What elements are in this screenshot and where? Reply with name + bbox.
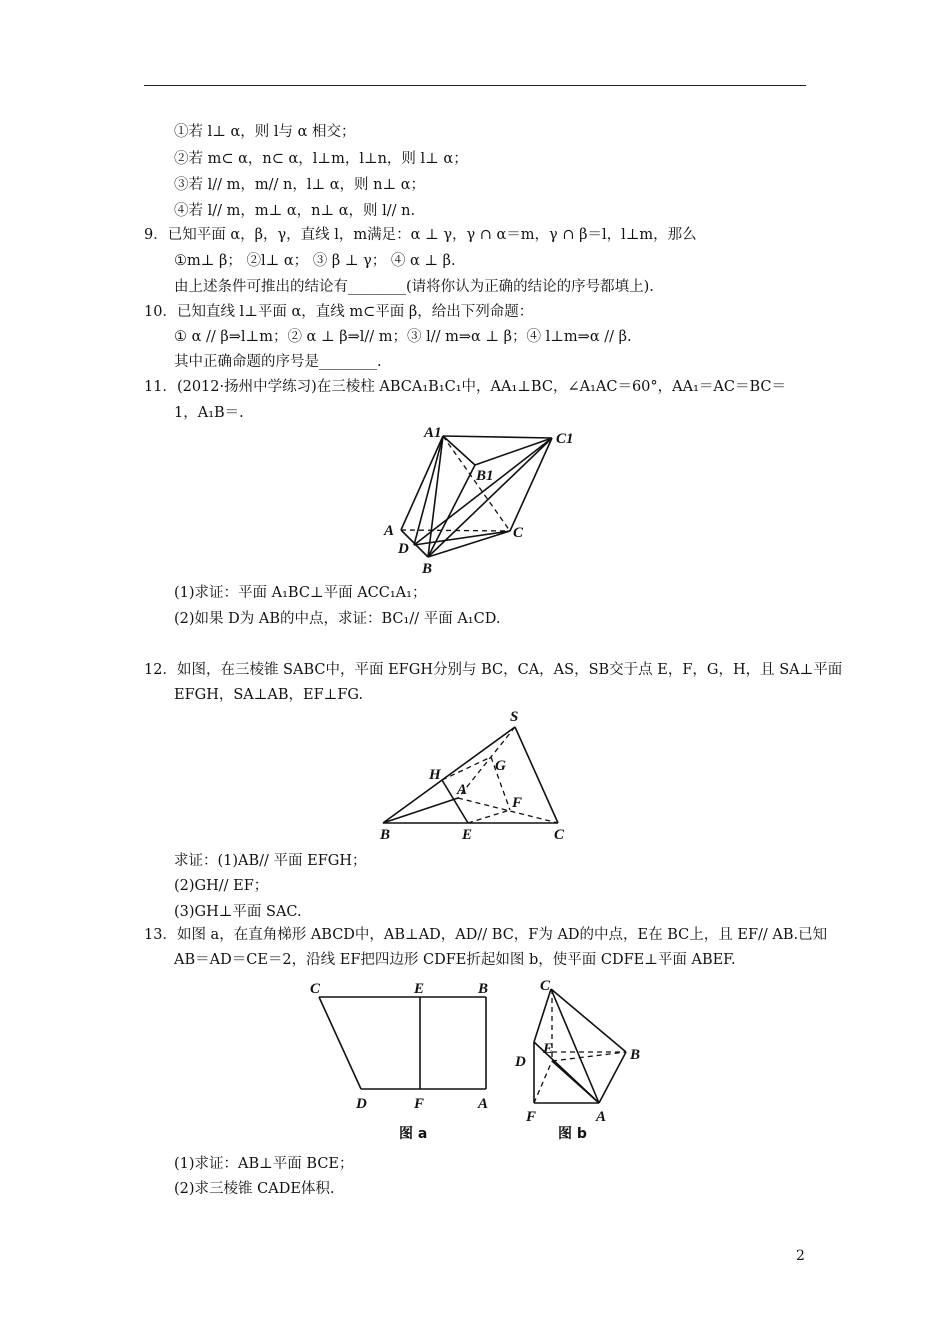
q9-stem: 9．已知平面 α，β，γ，直线 l，m满足：α ⊥ γ，γ ∩ α＝m，γ ∩ β＝l，l⊥m，那么 [144,227,697,243]
label-B: B [380,827,391,843]
item-1-text: ①若 l⊥ α，则 l与 α 相交； [174,124,356,140]
label-E: E [462,827,473,843]
header-rule [144,85,806,86]
q11-part1: (1)求证：平面 A₁BC⊥平面 ACC₁A₁； [174,585,427,601]
label-F: F [512,795,523,811]
label-C: C [540,978,551,994]
page-number: 2 [796,1248,805,1264]
label-B: B [422,561,433,577]
q13-stem-cont: AB＝AD＝CE＝2，沿线 EF把四边形 CDFE折起如图 b，使平面 CDFE⊥平面 ABEF. [174,952,736,968]
item-2-text: ②若 m⊂ α，n⊂ α，l⊥m，l⊥n，则 l⊥ α； [174,151,468,167]
label-A: A [478,1096,489,1112]
label-F: F [526,1109,537,1125]
q11-part2: (2)如果 D为 AB的中点，求证：BC₁// 平面 A₁CD. [174,611,501,627]
label-D: D [515,1054,526,1070]
label-A: A [457,782,468,798]
figure-prism [370,420,590,580]
q12-stem: 12．如图，在三棱锥 SABC中，平面 EFGH分别与 BC，CA，AS，SB交于点 E，F，G，H，且 SA⊥平面 [144,662,843,678]
label-C: C [310,981,321,997]
item-3-text: ③若 l// m，m// n，l⊥ α，则 n⊥ α； [174,177,426,193]
label-E: E [543,1041,554,1057]
label-C: C [513,525,524,541]
label-S: S [510,709,519,725]
label-C: C [554,827,565,843]
label-B: B [630,1047,641,1063]
q13-part2: (2)求三棱锥 CADE体积. [174,1181,335,1197]
q13-part1: (1)求证：AB⊥平面 BCE； [174,1156,354,1172]
q12-part1: 求证：(1)AB// 平面 EFGH； [174,853,367,869]
label-A: A [384,523,395,539]
q11-stem: 11．(2012·扬州中学练习)在三棱柱 ABCA₁B₁C₁中，AA₁⊥BC，∠A₁AC＝60°，AA₁＝AC＝BC＝ [144,379,786,395]
figure-trapezoid [305,975,505,1145]
q10-fill: 其中正确命题的序号是________. [174,354,382,370]
label-A1: A1 [424,425,442,441]
q12-part2: (2)GH// EF； [174,878,269,894]
label-B: B [478,981,489,997]
item-4-text: ④若 l// m，m⊥ α，n⊥ α，则 l// n. [174,203,416,219]
label-C1: C1 [556,431,574,447]
q10-stem: 10．已知直线 l⊥平面 α，直线 m⊂平面 β，给出下列命题： [144,304,534,320]
label-F: F [414,1096,425,1112]
figure-folded-solid [510,975,650,1145]
q9-options: ①m⊥ β； ②l⊥ α； ③ β ⊥ γ； ④ α ⊥ β. [174,253,456,269]
q12-part3: (3)GH⊥平面 SAC. [174,904,302,920]
label-A: A [596,1109,607,1125]
figure-b-caption: 图 b [558,1126,587,1142]
q11-stem-cont: 1，A₁B＝. [174,405,244,421]
label-B1: B1 [476,468,494,484]
label-E: E [414,981,425,997]
label-G: G [495,758,506,774]
q10-options: ① α // β⇒l⊥m；② α ⊥ β⇒l// m；③ l// m⇒α ⊥ β；④ l⊥m⇒α // β. [174,329,632,345]
q12-stem-cont: EFGH，SA⊥AB，EF⊥FG. [174,687,364,703]
figure-a-caption: 图 a [399,1126,428,1142]
q13-stem: 13．如图 a，在直角梯形 ABCD中，AB⊥AD，AD// BC，F为 AD的中点，E在 BC上，且 EF// AB.已知 [144,927,828,943]
label-D: D [398,541,409,557]
label-H: H [429,767,441,783]
q9-fill: 由上述条件可推出的结论有________(请将你认为正确的结论的序号都填上). [174,279,654,295]
label-D: D [356,1096,367,1112]
figure-tetrahedron [378,700,578,845]
